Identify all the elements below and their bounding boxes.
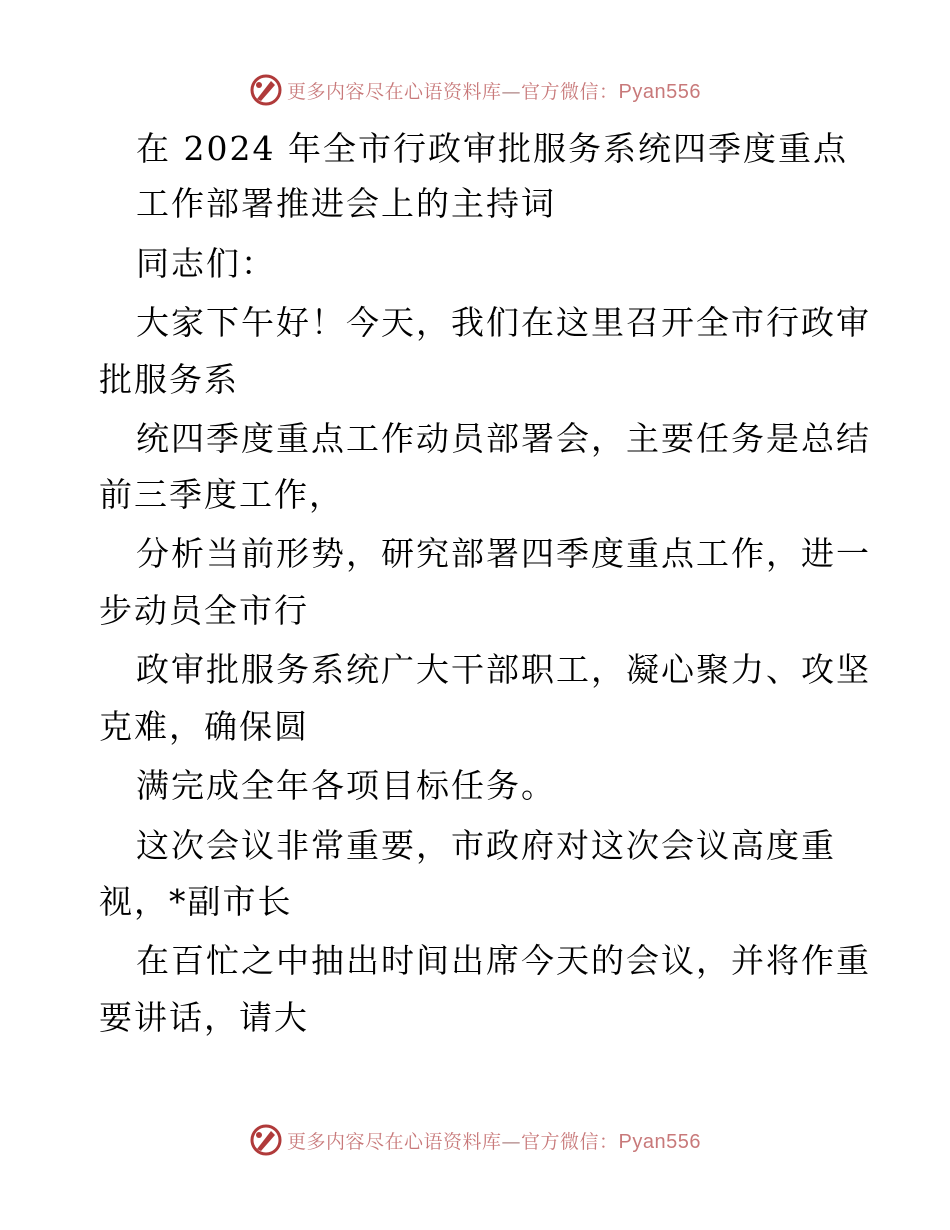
body-line: 克难，确保圆 xyxy=(99,707,309,746)
body-line: 前三季度工作， xyxy=(99,475,344,514)
banner-contact-label: 官方微信： xyxy=(521,1130,619,1153)
body-line: 分析当前形势，研究部署四季度重点工作，进一 xyxy=(136,534,871,573)
banner-title: 更多内容尽在心语资料库 xyxy=(287,80,502,103)
body-line: 批服务系 xyxy=(99,360,239,399)
banner-text xyxy=(287,1127,701,1154)
banner-text xyxy=(287,77,701,104)
body-line: 在百忙之中抽出时间出席今天的会议，并将作重 xyxy=(136,941,871,980)
brand-logo-icon xyxy=(249,73,283,107)
banner-title: 更多内容尽在心语资料库 xyxy=(287,1130,502,1153)
header-banner xyxy=(0,70,950,110)
footer-banner xyxy=(0,1120,950,1160)
salutation: 同志们： xyxy=(136,244,276,283)
title-line-1: 在 2024 年全市行政审批服务系统四季度重点 xyxy=(136,129,848,168)
banner-contact-id: Pyan556 xyxy=(618,80,701,103)
banner-contact-label: 官方微信： xyxy=(521,80,619,103)
banner-separator: — xyxy=(501,80,522,103)
title-line-2: 工作部署推进会上的主持词 xyxy=(136,184,556,223)
body-line: 步动员全市行 xyxy=(99,591,309,630)
brand-logo-icon xyxy=(249,1123,283,1157)
body-line: 满完成全年各项目标任务。 xyxy=(136,766,556,805)
body-line: 要讲话，请大 xyxy=(99,998,309,1037)
banner-contact-id: Pyan556 xyxy=(618,1130,701,1153)
body-line: 统四季度重点工作动员部署会，主要任务是总结 xyxy=(136,419,871,458)
body-line: 政审批服务系统广大干部职工，凝心聚力、攻坚 xyxy=(136,650,871,689)
body-line: 这次会议非常重要，市政府对这次会议高度重 xyxy=(136,826,836,865)
banner-separator: — xyxy=(501,1130,522,1153)
body-line: 视，*副市长 xyxy=(99,882,293,921)
body-line: 大家下午好！今天，我们在这里召开全市行政审 xyxy=(136,303,871,342)
